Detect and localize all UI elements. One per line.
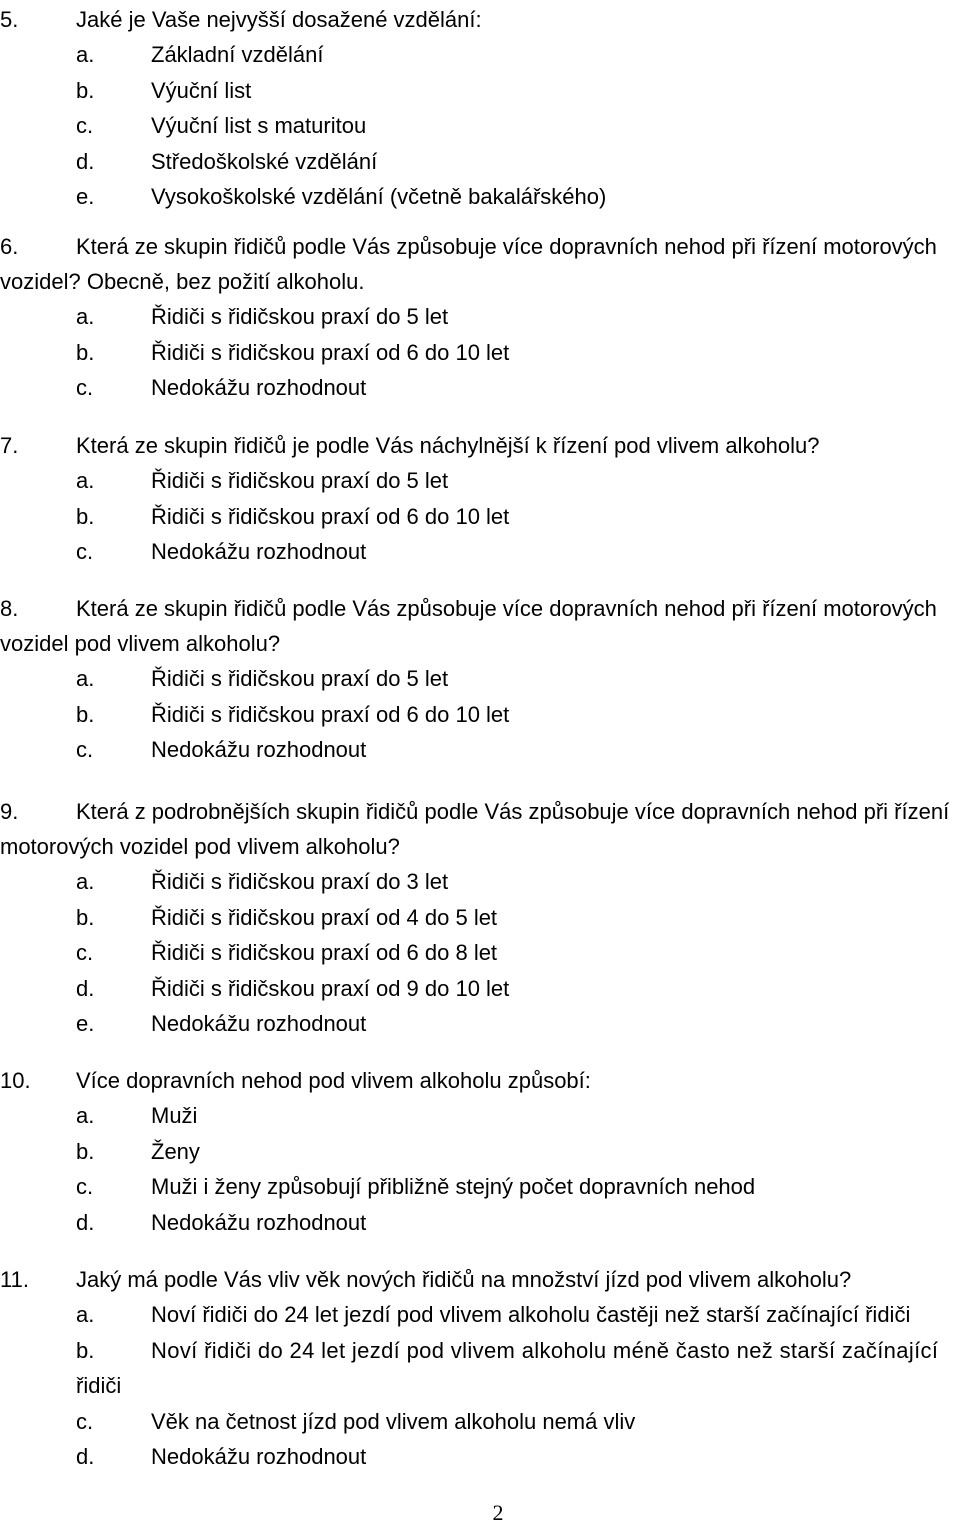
answer-option	[0, 179, 960, 215]
answer-option	[0, 971, 960, 1007]
answer-option	[0, 661, 960, 697]
option-text: Nedokážu rozhodnout	[151, 1011, 367, 1036]
option-letter: a.	[76, 304, 95, 329]
option-letter: b.	[76, 904, 95, 930]
question-number: 7.	[0, 433, 19, 458]
question-number: 11.	[0, 1267, 29, 1292]
answer-option	[0, 1006, 960, 1042]
question-heading	[0, 2, 960, 37]
answer-option	[0, 1169, 960, 1205]
option-letter: c.	[76, 375, 94, 400]
question-text: Která z podrobnějších skupin řidičů podle Vás způsobuje více dopravních nehod při řízení	[76, 799, 950, 824]
option-letter: d.	[76, 975, 95, 1001]
question-9	[0, 794, 960, 1042]
question-text: Která ze skupin řidičů je podle Vás náchylnější k řízení pod vlivem alkoholu?	[76, 433, 820, 458]
answer-option	[0, 144, 960, 180]
option-text: Muži	[151, 1103, 198, 1128]
answer-option	[0, 1404, 960, 1440]
answer-option	[0, 335, 960, 371]
answer-option	[0, 935, 960, 971]
option-text-continuation: řidiči	[76, 1373, 122, 1398]
answer-option	[0, 299, 960, 335]
question-number: 10.	[0, 1068, 31, 1093]
question-number: 5.	[0, 7, 19, 32]
option-letter: b.	[76, 1138, 95, 1164]
answer-option	[0, 370, 960, 406]
question-text: Více dopravních nehod pod vlivem alkoholu způsobí:	[76, 1068, 591, 1093]
question-6	[0, 229, 960, 406]
question-text-continuation: motorových vozidel pod vlivem alkoholu?	[0, 834, 400, 859]
page-number: 2	[492, 1500, 504, 1525]
option-letter: b.	[76, 701, 95, 727]
option-letter: b.	[76, 77, 95, 103]
option-text: Středoškolské vzdělání	[151, 148, 378, 174]
option-text: Řidiči s řidičskou praxí do 5 let	[151, 304, 449, 329]
option-letter: d.	[76, 148, 95, 174]
option-letter: d.	[76, 1444, 95, 1469]
option-letter: a.	[76, 1103, 95, 1128]
option-text: Nedokážu rozhodnout	[151, 1209, 367, 1235]
question-10	[0, 1063, 960, 1240]
question-text: Jaké je Vaše nejvyšší dosažené vzdělání:	[76, 7, 482, 32]
option-text: Řidiči s řidičskou praxí od 9 do 10 let	[151, 975, 510, 1001]
option-letter: c.	[76, 737, 94, 762]
answer-option	[0, 463, 960, 499]
option-letter: a.	[76, 869, 95, 894]
question-8	[0, 591, 960, 768]
option-letter: b.	[76, 503, 95, 529]
option-text: Noví řidiči do 24 let jezdí pod vlivem alkoholu častěji než starší začínající řidiči	[151, 1302, 911, 1327]
answer-option	[0, 1333, 960, 1369]
answer-option	[0, 534, 960, 570]
option-letter: b.	[76, 339, 95, 365]
option-letter: a.	[76, 666, 95, 691]
question-heading	[0, 794, 960, 829]
answer-option	[0, 864, 960, 900]
option-letter: c.	[76, 113, 94, 138]
answer-option	[0, 697, 960, 733]
answer-option	[0, 1439, 960, 1475]
question-text: Která ze skupin řidičů podle Vás způsobuje více dopravních nehod při řízení motorových	[76, 234, 937, 259]
option-text: Vysokoškolské vzdělání (včetně bakalářského)	[151, 184, 607, 209]
option-text: Základní vzdělání	[151, 42, 324, 67]
option-text: Řidiči s řidičskou praxí od 6 do 10 let	[151, 701, 510, 727]
option-text: Řidiči s řidičskou praxí od 6 do 10 let	[151, 503, 510, 529]
answer-option	[0, 1297, 960, 1333]
option-text: Nedokážu rozhodnout	[151, 539, 367, 564]
answer-option	[0, 108, 960, 144]
option-letter: e.	[76, 1011, 95, 1036]
answer-option	[0, 1098, 960, 1134]
question-heading	[0, 229, 960, 264]
answer-option	[0, 1205, 960, 1241]
option-letter: b.	[76, 1337, 95, 1363]
option-text: Výuční list s maturitou	[151, 113, 367, 138]
answer-option	[0, 37, 960, 73]
answer-option	[0, 1134, 960, 1170]
answer-option	[0, 732, 960, 768]
question-11	[0, 1262, 960, 1475]
option-text: Řidiči s řidičskou praxí od 4 do 5 let	[151, 904, 498, 930]
option-text: Nedokážu rozhodnout	[151, 1444, 367, 1469]
question-5	[0, 2, 960, 215]
question-text-continuation: vozidel? Obecně, bez požití alkoholu.	[0, 269, 365, 294]
option-letter: c.	[76, 1408, 94, 1434]
option-text: Řidiči s řidičskou praxí do 5 let	[151, 666, 449, 691]
option-text: Nedokážu rozhodnout	[151, 375, 367, 400]
option-text: Nedokážu rozhodnout	[151, 737, 367, 762]
option-text: Řidiči s řidičskou praxí od 6 do 8 let	[151, 940, 498, 965]
question-text: Která ze skupin řidičů podle Vás způsobuje více dopravních nehod při řízení motorových	[76, 596, 937, 621]
answer-option	[0, 900, 960, 936]
answer-option	[0, 499, 960, 535]
option-text: Výuční list	[151, 77, 252, 103]
option-text: Řidiči s řidičskou praxí od 6 do 10 let	[151, 339, 510, 365]
option-text: Ženy	[151, 1138, 200, 1164]
option-text: Muži i ženy způsobují přibližně stejný počet dopravních nehod	[151, 1174, 756, 1199]
option-text: Řidiči s řidičskou praxí do 5 let	[151, 468, 449, 493]
question-number: 9.	[0, 799, 19, 824]
question-text-continuation: vozidel pod vlivem alkoholu?	[0, 631, 281, 656]
option-letter: c.	[76, 539, 94, 564]
question-number: 8.	[0, 596, 19, 621]
option-text: Řidiči s řidičskou praxí do 3 let	[151, 869, 449, 894]
question-heading	[0, 428, 960, 463]
answer-option	[0, 73, 960, 109]
question-number: 6.	[0, 234, 19, 259]
option-letter: c.	[76, 1174, 94, 1199]
question-heading	[0, 591, 960, 626]
option-letter: d.	[76, 1209, 95, 1235]
option-text: Věk na četnost jízd pod vlivem alkoholu nemá vliv	[151, 1408, 636, 1434]
option-letter: c.	[76, 940, 94, 965]
option-letter: e.	[76, 184, 95, 209]
option-letter: a.	[76, 42, 95, 67]
option-text: Noví řidiči do 24 let jezdí pod vlivem alkoholu méně často než starší začínající	[151, 1337, 939, 1363]
option-letter: a.	[76, 468, 95, 493]
question-heading	[0, 1262, 960, 1297]
option-letter: a.	[76, 1302, 95, 1327]
question-text: Jaký má podle Vás vliv věk nových řidičů na množství jízd pod vlivem alkoholu?	[76, 1267, 852, 1292]
question-heading	[0, 1063, 960, 1098]
question-7	[0, 428, 960, 570]
